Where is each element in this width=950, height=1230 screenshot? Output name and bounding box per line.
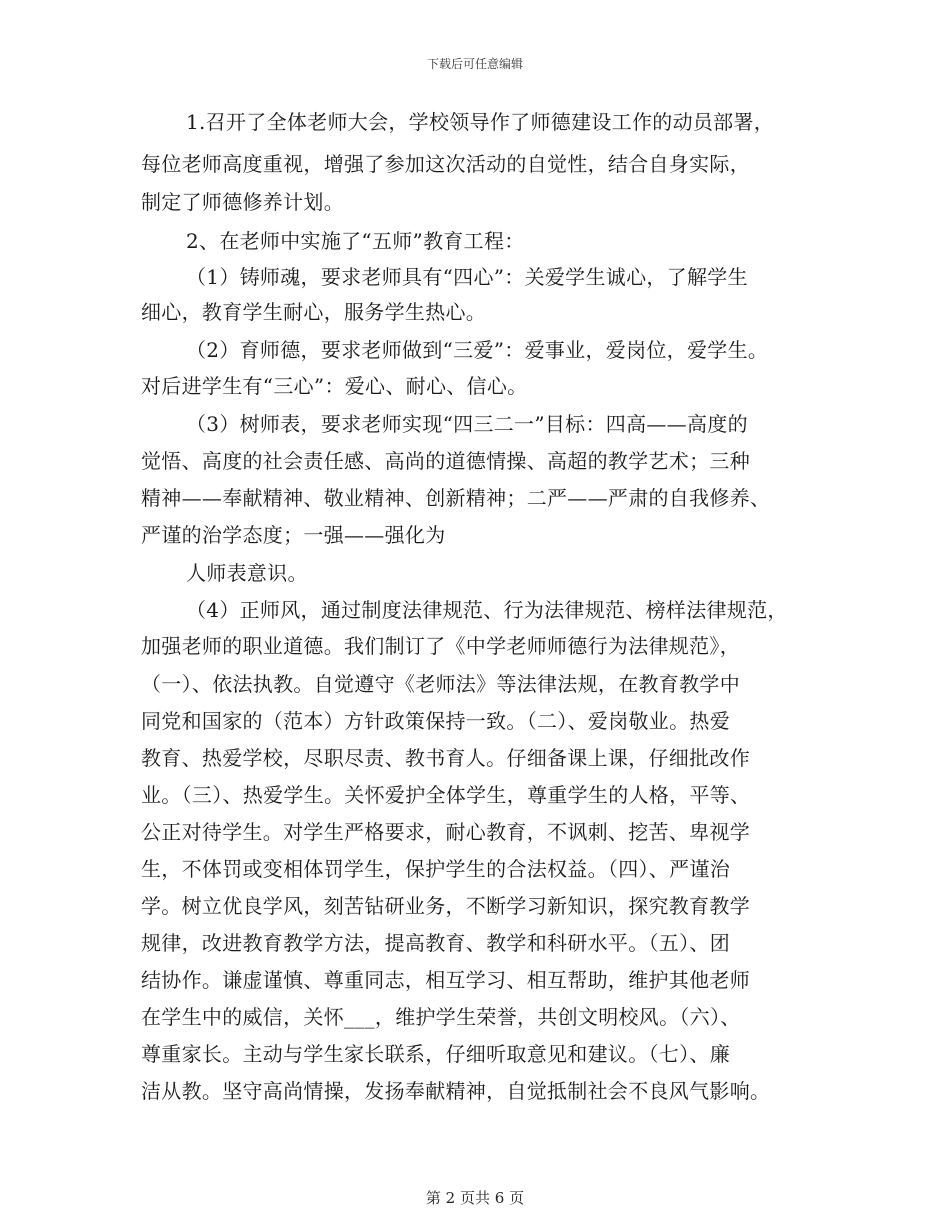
page-number: 第 2 页共 6 页 [425, 1189, 525, 1207]
paragraph-line: 业。（三）、热爱学生。关怀爱护全体学生，尊重学生的人格，平等、 [141, 783, 751, 807]
paragraph-line: 严谨的治学态度；一强——强化为 [141, 523, 446, 547]
paragraph-line: 制定了师德修养计划。 [141, 190, 344, 214]
paragraph-line: （4）正师风，通过制度法律规范、行为法律规范、榜样法律规范， [186, 598, 788, 622]
paragraph-line: 在学生中的威信，关怀___，维护学生荣誉，共创文明校风。（六）、 [141, 1005, 741, 1029]
paragraph-line: 尊重家长。主动与学生家长联系，仔细听取意见和建议。（七）、廉 [141, 1042, 730, 1066]
paragraph-line: 规律，改进教育教学方法，提高教育、教学和科研水平。（五）、团 [141, 931, 730, 955]
paragraph-line: 觉悟、高度的社会责任感、高尚的道德情操、高超的教学艺术；三种 [141, 449, 750, 473]
paragraph-line: 精神——奉献精神、敬业精神、创新精神；二严——严肃的自我修养、 [141, 486, 771, 510]
paragraph-line: （3）树师表，要求老师实现“四三二一”目标：四高——高度的 [186, 412, 748, 436]
page-header: 下载后可任意编辑 [426, 57, 523, 71]
paragraph-line: （一）、依法执教。自觉遵守《老师法》等法律法规，在教育教学中 [141, 672, 740, 696]
paragraph-line: 生，不体罚或变相体罚学生，保护学生的合法权益。（四）、严谨治 [141, 857, 730, 881]
paragraph-line: 1.召开了全体老师大会，学校领导作了师德建设工作的动员部署， [186, 110, 775, 134]
paragraph-line: 2、在老师中实施了“五师”教育工程： [186, 229, 525, 253]
paragraph-line: 人师表意识。 [186, 561, 308, 585]
paragraph-line: 公正对待学生。对学生严格要求，耐心教育，不讽刺、挖苦、卑视学 [141, 820, 750, 844]
paragraph-line: 对后进学生有“三心”：爱心、耐心、信心。 [141, 374, 528, 398]
paragraph-line: 每位老师高度重视，增强了参加这次活动的自觉性，结合自身实际， [141, 152, 750, 176]
paragraph-line: 结协作。谦虚谨慎、尊重同志，相互学习、相互帮助，维护其他老师 [141, 968, 750, 992]
paragraph-line: （1）铸师魂，要求老师具有“四心”：关爱学生诚心，了解学生 [186, 265, 748, 289]
paragraph-line: 教育、热爱学校，尽职尽责、教书育人。仔细备课上课，仔细批改作 [141, 746, 750, 770]
paragraph-line: 学。树立优良学风，刻苦钻研业务，不断学习新知识，探究教育教学 [141, 894, 750, 918]
paragraph-line: 洁从教。坚守高尚情操，发扬奉献精神，自觉抵制社会不良风气影响。 [141, 1079, 771, 1103]
paragraph-line: （2）育师德，要求老师做到“三爱”：爱事业，爱岗位，爱学生。 [186, 338, 769, 362]
paragraph-line: 细心，教育学生耐心，服务学生热心。 [141, 300, 487, 324]
paragraph-line: 同党和国家的（范本）方针政策保持一致。（二）、爱岗敬业。热爱 [141, 709, 730, 733]
paragraph-line: 加强老师的职业道德。我们制订了《中学老师师德行为法律规范》， [141, 634, 740, 658]
